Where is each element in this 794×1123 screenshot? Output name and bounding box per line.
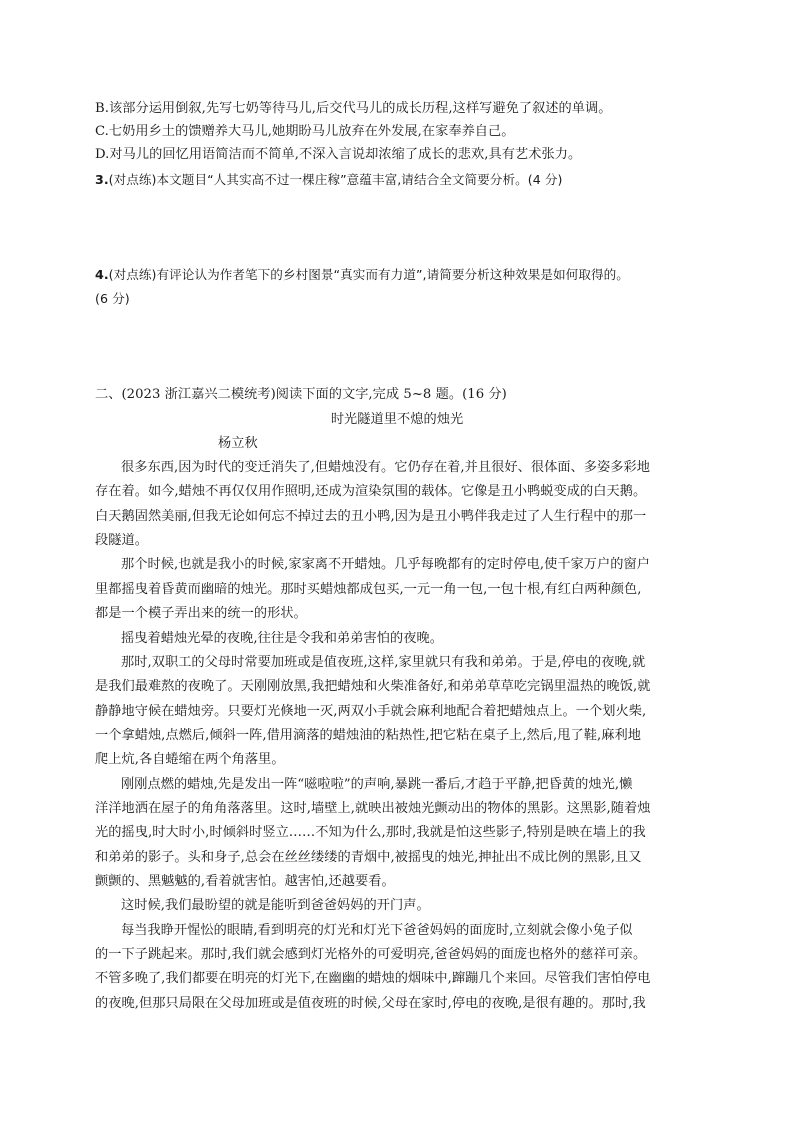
question-4-text: (对点练)有评论认为作者笔下的乡村图景“真实而有力道”,请简要分析这种效果是如何取得的。 — [108, 267, 629, 282]
passage-line: 一个拿蜡烛,点燃后,倾斜一阵,借用滴落的蜡烛油的粘热性,把它粘在桌子上,然后,甩了鞋,麻利地 — [95, 727, 641, 743]
passage-line: 的夜晚,但那只局限在父母加班或是值夜班的时候,父母在家时,停电的夜晚,是很有趣的。那时,我 — [95, 995, 646, 1011]
passage-line: 摇曳着蜡烛光晕的夜晚,往往是令我和弟弟害怕的夜晚。 — [121, 630, 443, 646]
passage-author: 杨立秋 — [218, 436, 258, 451]
question-3-number: 3. — [95, 172, 109, 187]
passage-line: 这时候,我们最盼望的就是能听到爸爸妈妈的开门声。 — [121, 898, 430, 914]
option-b: B.该部分运用倒叙,先写七奶等待马儿,后交代马儿的成长历程,这样写避免了叙述的单调。 — [95, 101, 612, 116]
passage-line: 段隧道。 — [95, 533, 148, 548]
passage-line: 是我们最难熬的夜晚了。天刚刚放黑,我把蜡烛和火柴准备好,和弟弟草草吃完锅里温热的晚饭,就 — [95, 679, 651, 695]
passage-line: 每当我睁开惺忪的眼睛,看到明亮的灯光和灯光下爸爸妈妈的面庞时,立刻就会像小兔子似 — [121, 922, 633, 938]
passage-line: 不管多晚了,我们都要在明亮的灯光下,在幽幽的蜡烛的烟味中,蹿蹦几个来回。尽管我们害怕停电 — [95, 971, 651, 987]
passage-line: 的一下子跳起来。那时,我们就会感到灯光格外的可爱明亮,爸爸妈妈的面庞也格外的慈祥可亲。 — [95, 947, 647, 962]
passage-line: 白天鹅固然美丽,但我无论如何忘不掉过去的丑小鸭,因为是丑小鸭伴我走过了人生行程中的那一 — [95, 508, 647, 524]
passage-title: 时光隧道里不熄的烛光 — [330, 412, 464, 427]
passage-line: 存在着。如今,蜡烛不再仅仅用作照明,还成为渲染氛围的载体。它像是丑小鸭蜕变成的白天鹅。 — [95, 484, 647, 500]
passage-line: 颤颤的、黑魆魆的,看着就害怕。越害怕,还越要看。 — [95, 874, 395, 889]
question-4-number: 4. — [95, 267, 109, 282]
passage-line: 和弟弟的影子。头和身子,总会在丝丝缕缕的青烟中,被摇曳的烛光,抻扯出不成比例的黑影,且又 — [95, 849, 642, 865]
passage-line: 光的摇曳,时大时小,时倾斜时竖立……不知为什么,那时,我就是怕这些影子,特别是映在墙上的我 — [95, 825, 646, 841]
question-4-score: (6 分) — [95, 291, 130, 306]
passage-line: 刚刚点燃的蜡烛,先是发出一阵“嗞啦啦”的声响,暴跳一番后,才趋于平静,把昏黄的烛光,懒 — [121, 776, 633, 792]
passage-line: 那时,双职工的父母时常要加班或是值夜班,这样,家里就只有我和弟弟。于是,停电的夜晚,就 — [121, 654, 646, 670]
passage-line: 洋洋地洒在屋子的角角落落里。这时,墙壁上,就映出被烛光颤动出的物体的黑影。这黑影,随着烛 — [95, 800, 651, 816]
option-c: C.七奶用乡土的馈赠养大马儿,她期盼马儿放弃在外发展,在家奉养自己。 — [95, 124, 515, 139]
passage-line: 里都摇曳着昏黄而幽暗的烛光。那时买蜡烛都成包买,一元一角一包,一包十根,有红白两种颜色, — [95, 581, 642, 597]
passage-line: 静静地守候在蜡烛旁。只要灯光倏地一灭,两双小手就会麻利地配合着把蜡烛点上。一个划火柴, — [95, 703, 647, 719]
passage-line: 很多东西,因为时代的变迁消失了,但蜡烛没有。它仍存在着,并且很好、很体面、多姿多彩地 — [121, 460, 650, 475]
question-3-text: (对点练)本文题目“人其实高不过一棵庄稼”意蕴丰富,请结合全文简要分析。(4 分) — [108, 172, 563, 187]
section-2-heading: 二、(2023 浙江嘉兴二模统考)阅读下面的文字,完成 5~8 题。(16 分) — [95, 387, 507, 402]
passage-line: 爬上炕,各自蜷缩在两个角落里。 — [95, 752, 285, 768]
question-3 — [95, 169, 705, 191]
passage-line: 都是一个模子弄出来的统一的形状。 — [95, 606, 307, 622]
option-d: D.对马儿的回忆用语简洁而不简单,不深入言说却浓缩了成长的悲欢,具有艺术张力。 — [95, 147, 582, 162]
passage-line: 那个时候,也就是我小的时候,家家离不开蜡烛。几乎每晚都有的定时停电,使千家万户的窗户 — [121, 557, 650, 573]
question-4 — [95, 264, 705, 286]
